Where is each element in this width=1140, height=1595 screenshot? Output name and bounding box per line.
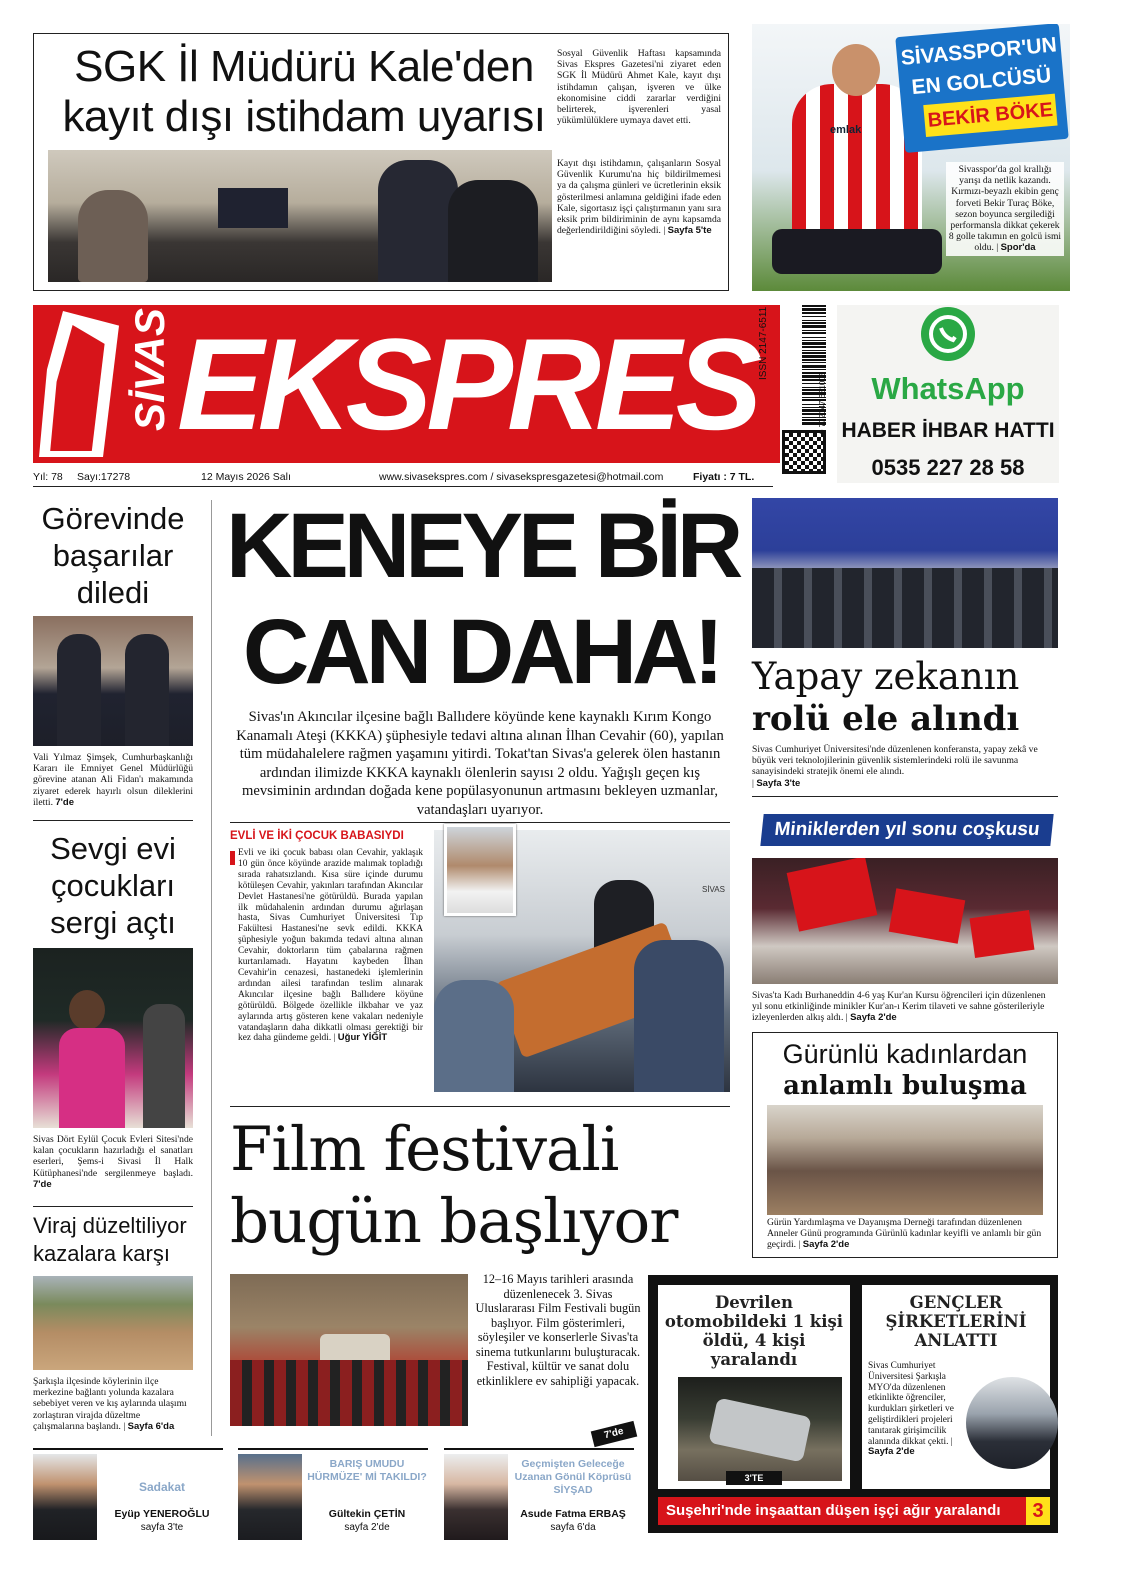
sport-story bbox=[752, 24, 1070, 291]
accident-photo bbox=[678, 1377, 842, 1481]
bottom-banner: Suşehri'nde inşaattan düşen işçi ağır yaralandı 3 bbox=[658, 1497, 1050, 1525]
youth-photo bbox=[966, 1377, 1058, 1469]
issn-label-wrap bbox=[782, 476, 830, 488]
columnist-3-page: sayfa 6'da bbox=[550, 1522, 596, 1533]
website[interactable]: www.sivasekspres.com / sivasekspresgazetesi@hotmail.com bbox=[379, 471, 664, 483]
film-body: 12–16 Mayıs tarihleri arasında düzenlenecek 3. Sivas Uluslararası Film Festivali bugün başlıyor. Film gösterimleri, söyleşiler ve konserlerle Sivas'ta sinema tutkunlarını buluşturacak. Festival, kültür ve sanat dolu etkinliklere ev sahipliği yapacak. bbox=[475, 1272, 641, 1388]
player-shirt: emlak bbox=[792, 84, 922, 244]
sport-banner: SİVASSPOR'UN EN GOLCÜSÜ BEKİR BÖKE bbox=[895, 24, 1068, 153]
left-story1-title: Görevinde başarılar diledi bbox=[41, 501, 185, 610]
columnist-1[interactable] bbox=[33, 1448, 223, 1538]
main-subhead: EVLİ VE İKİ ÇOCUK BABASIYDI bbox=[230, 830, 404, 842]
gurun-title-line2: anlamlı buluşma bbox=[783, 1071, 1027, 1101]
left-story1-body: Vali Yılmaz Şimşek, Cumhurbaşkanlığı Kararı ile Emniyet Genel Müdürlüğü görevine atanan Ali Fidan'ı makamında ziyaret ederek hayırlı olsun dileklerini iletti. 7'de bbox=[33, 752, 193, 808]
columnist-2[interactable] bbox=[238, 1448, 428, 1538]
left-story3-body: Şarkışla ilçesinde köylerinin ilçe merkezine bağlantı yolunda kazalara sebebiyet veren ve kış aylarında ulaşımı zorlaştıran virajda düzeltme çalışmalarına başlandı. | Sayfa 6'da bbox=[33, 1376, 187, 1432]
ai-conference-photo bbox=[752, 498, 1058, 648]
victim-portrait bbox=[444, 824, 516, 916]
whatsapp-icon bbox=[921, 307, 975, 361]
issue-year: Yıl: 78 bbox=[33, 471, 63, 483]
gurun-body: Gürün Yardımlaşma ve Dayanışma Derneği tarafından düzenlenen Anneler Günü programında Gürünlü kadınlar keyifli ve anlamlı bir gün geçirdi. | Sayfa 2'de bbox=[767, 1217, 1042, 1251]
qr-code bbox=[782, 430, 826, 474]
ai-title-line1: Yapay zekanın bbox=[752, 655, 1020, 698]
issue-number: Sayı:17278 bbox=[77, 471, 131, 483]
left-story3-title: Viraj düzeltiliyor kazalara karşı bbox=[33, 1213, 187, 1266]
top-story-page-ref: Sayfa 5'te bbox=[667, 225, 712, 237]
sport-story-body: Sivasspor'da gol krallığı yarışı da netlik kazandı. Kırmızı-beyazlı ekibin genç forveti Bekir Turaç Böke, sezon boyunca sergilediği performansla dikkat çekerek 8 golle takımın en golcü ismi oldu. | Spor'da bbox=[946, 162, 1064, 256]
kids-banner: Miniklerden yıl sonu coşkusu bbox=[760, 814, 1053, 846]
barcode-digits: 9 772147 651005 bbox=[818, 371, 827, 434]
main-headline-line1: KENEYE BİR bbox=[226, 495, 739, 597]
bottom-banner-page: 3 bbox=[1026, 1497, 1050, 1525]
main-photo: SİVAS bbox=[434, 830, 730, 1092]
columnist-1-photo bbox=[33, 1454, 97, 1540]
masthead-logo-text: EKSPRES bbox=[177, 311, 757, 457]
columnist-3-name: Asude Fatma ERBAŞ bbox=[520, 1508, 626, 1520]
main-body: Evli ve iki çocuk babası olan Cevahir, yaklaşık 10 gün önce köyünde arazide malımak topladığı sırada rahatsızlandı. Kısa süre içinde durumu kötüleşen Cevahir, yakınları tarafından Akıncılar Devlet Hastanesi'ne götürüldü. Burada yapılan ilk müdahalenin ardından durumu ağırlaşan hasta, Sivas Cumhuriyet Üniversitesi Tıp Fakültesi Hastanesi'ne sevk edildi. KKKA şüphesiyle yoğun bakımda tedavi altına alınan Cevahir, doktorların tüm çabalarına rağmen kurtarılamadı. Hayatını kaybeden İlhan Cevahir'in cenazesi, hastanedeki işlemlerinin ardından ailesi tarafından teslim alınarak Akıncılar ilçesine bağlı Ballıdere köyüne götürüldü. Bölgede özellikle ilkbahar ve yaz aylarında artış gösteren kene vakaları nedeniyle vatandaşların daha dikkatli olması gerektiği bir kez daha gündeme geldi. | Uğur YİĞİT bbox=[238, 848, 423, 1044]
gurun-box bbox=[752, 1032, 1058, 1258]
youth-card bbox=[862, 1285, 1050, 1489]
issn-text: ISSN 2147-6511 bbox=[758, 306, 769, 380]
whatsapp-hotline bbox=[837, 305, 1059, 483]
whatsapp-label: WhatsApp bbox=[871, 371, 1025, 406]
columnist-1-topic: Sadakat bbox=[138, 1480, 186, 1494]
hotline-label: HABER İHBAR HATTI bbox=[841, 419, 1055, 442]
issue-line bbox=[33, 469, 773, 487]
columnist-2-photo bbox=[238, 1454, 302, 1540]
top-story-box bbox=[33, 33, 729, 291]
accident-card bbox=[658, 1285, 850, 1489]
left-story2-body: Sivas Dört Eylül Çocuk Evleri Sitesi'nde kalan çocukların hazırladığı el sanatları eserleri, Şems-i Sivasi İl Halk Kütüphanesi'nde sergilenmeye başladı. 7'de bbox=[33, 1134, 193, 1190]
left-story3-photo bbox=[33, 1276, 193, 1370]
kids-photo bbox=[752, 858, 1058, 984]
youth-body: Sivas Cumhuriyet Üniversitesi Şarkışla MYO'da düzenlenen etkinlikte öğrenciler, kurdukları şirketleri ve geliştirdikleri projeleri tanıtarak girişimcilik alanında dikkat çekti. | Sayfa 2'de bbox=[868, 1361, 954, 1458]
film-headline-line1: Film festivali bbox=[230, 1114, 619, 1185]
columnist-3[interactable] bbox=[444, 1448, 634, 1538]
left-story2-photo bbox=[33, 948, 193, 1128]
columnist-2-topic: BARIŞ UMUDU HÜRMÜZE' Mİ TAKILDI? bbox=[307, 1458, 427, 1483]
left-story2-title: Sevgi evi çocukları sergi açtı bbox=[50, 831, 176, 940]
main-lead: Sivas'ın Akıncılar ilçesine bağlı Ballıdere köyünde kene kaynaklı Kırım Kongo Kanamalı Ateşi (KKKA) şüphesiyle tedavi altına alınan İlhan Cevahir (60), yapılan tüm müdahalelere rağmen yaşamını yitirdi. Tokat'tan Sivas'a gelerek ölen hastanın ardından ilimizde KKKA kaynaklı ölenlerin sayısı 2 oldu. Yağışlı geçen kış mevsiminin ardından doğada kene popülasyonunun artmasını bekleyen uzmanlar, vatandaşları uyarıyor. bbox=[236, 709, 724, 818]
kids-body: Sivas'ta Kadı Burhaneddin 4-6 yaş Kur'an Kursu öğrencileri için düzenlenen yıl sonu etkinliğinde minikler Kur'an-ı Kerim tilaveti ve sahne gösterileriyle izleyenlerden alkış aldı. | Sayfa 2'de bbox=[752, 990, 1046, 1024]
masthead-logo bbox=[33, 305, 780, 463]
gurun-photo bbox=[767, 1105, 1043, 1215]
columnist-3-photo bbox=[444, 1454, 508, 1540]
main-headline-line2: CAN DAHA! bbox=[242, 601, 720, 703]
price: Fiyatı : 7 TL. bbox=[693, 471, 755, 483]
film-photo bbox=[230, 1274, 468, 1426]
accident-title: Devrilen otomobildeki 1 kişi öldü, 4 kişi yaralandı bbox=[664, 1293, 844, 1369]
top-story-body-2: Kayıt dışı istihdamın, çalışanların Sosyal Güvenlik Kurumu'na hiç bildirilmemesi ya da çalışma günleri ve ücretlerinin eksik gösterilmesi anlamına geldiğini ifade eden Kale, sigortasız işçi çalıştırmanın yanı sıra eksik prim bildiriminin de aynı kapsamda değerlendirildiğini söyledi. | Sayfa 5'te bbox=[557, 158, 721, 237]
gurun-title-line1: Gürünlü kadınlardan bbox=[782, 1039, 1028, 1069]
top-story-body-1: Sosyal Güvenlik Haftası kapsamında Sivas Ekspres Gazetesi'ni ziyaret eden SGK İl Müdürü Ahmet Kale, kayıt dışı istihdamın çalışan, işveren ve ülke ekonomisine ciddi zararlar verdiğini belirterek, işverenleri yasal yükümlülüklere uymaya davet etti. bbox=[557, 48, 721, 127]
columnist-2-name: Gültekin ÇETİN bbox=[328, 1508, 406, 1520]
youth-title: GENÇLER ŞİRKETLERİNİ ANLATTI bbox=[885, 1293, 1027, 1350]
issue-date: 12 Mayıs 2026 Salı bbox=[201, 471, 291, 483]
film-headline-line2: bugün başlıyor bbox=[230, 1186, 678, 1257]
masthead-logo-small: SİVAS bbox=[126, 308, 173, 431]
columnist-2-page: sayfa 2'de bbox=[344, 1522, 390, 1533]
ai-title-line2: rolü ele alındı bbox=[752, 699, 1020, 739]
main-author: Uğur YİĞİT bbox=[337, 1032, 388, 1044]
black-box bbox=[648, 1275, 1058, 1533]
columnist-3-topic: Geçmişten Geleceğe Uzanan Gönül Köprüsü SİYŞAD bbox=[514, 1458, 632, 1496]
accident-page-ref: 3'TE bbox=[726, 1471, 782, 1485]
left-story1-photo bbox=[33, 616, 193, 746]
hotline-number: 0535 227 28 58 bbox=[871, 455, 1025, 480]
columnist-1-page: sayfa 3'te bbox=[140, 1522, 184, 1533]
film-page-ref: 7'de bbox=[591, 1421, 638, 1447]
top-story-headline: SGK İl Müdürü Kale'den kayıt dışı istihdam uyarısı bbox=[62, 42, 546, 141]
ai-body: Sivas Cumhuriyet Üniversitesi'nde düzenlenen konferansta, yapay zekâ ve büyük veri teknolojilerinin güvenlik sistemlerindeki rolü ile savunma sanayisindeki stratejik önemi ele alındı. | Sayfa 3'te bbox=[752, 744, 1038, 789]
top-story-photo bbox=[48, 150, 552, 282]
columnist-1-name: Eyüp YENEROĞLU bbox=[114, 1508, 210, 1520]
